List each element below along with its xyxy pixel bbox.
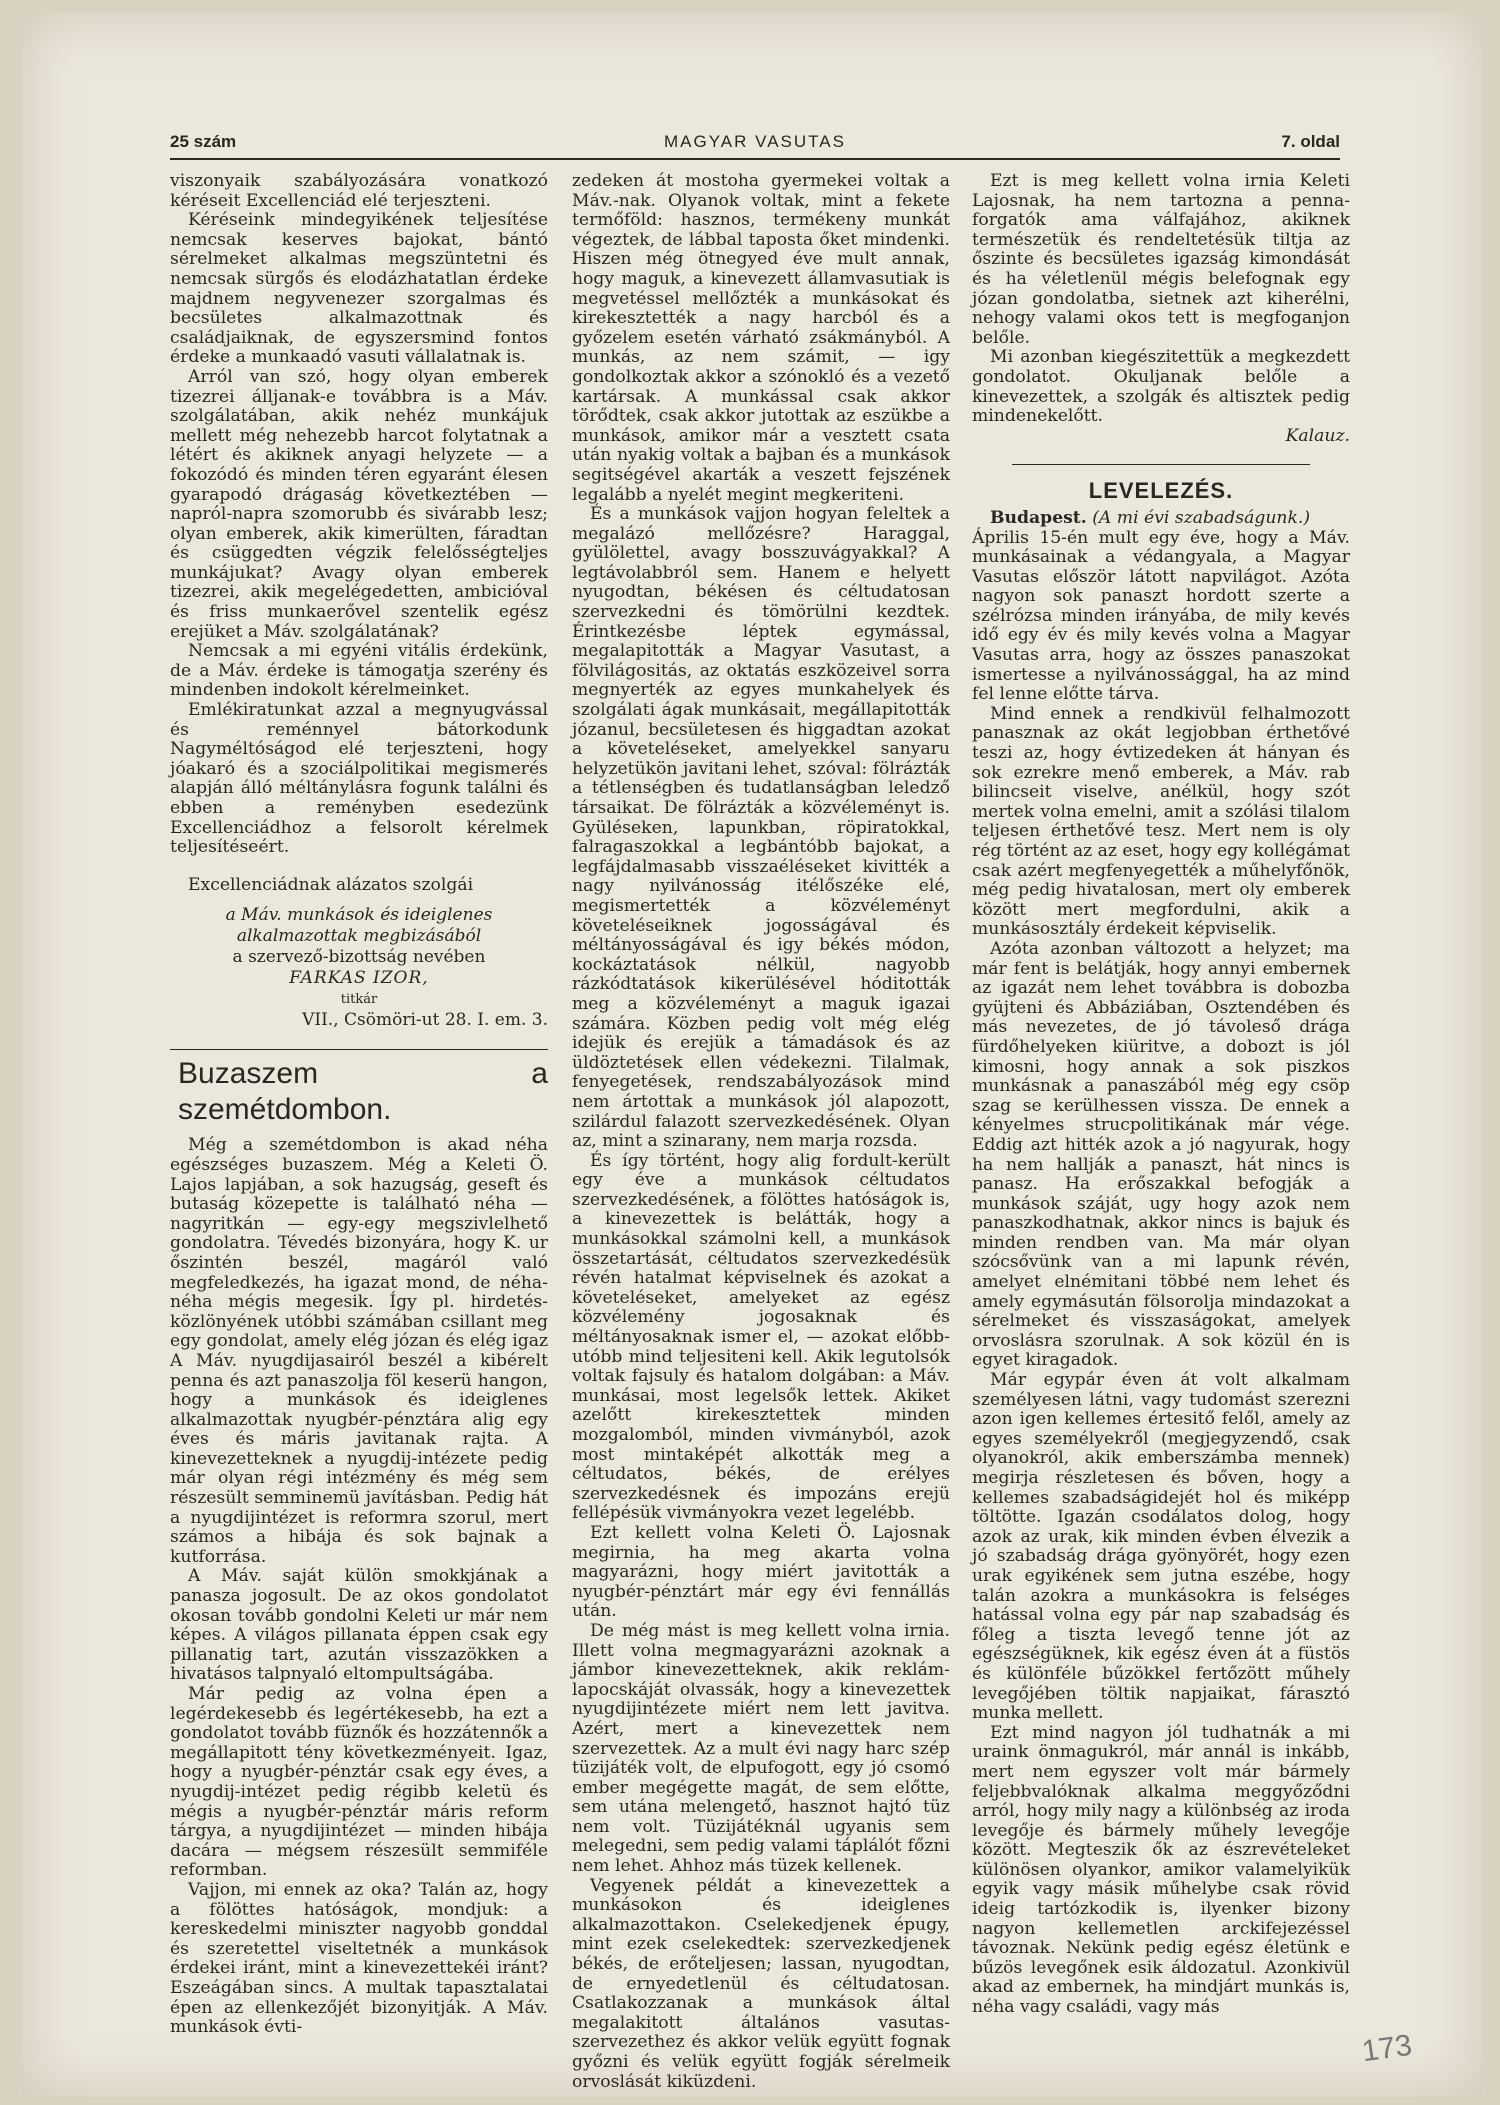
paragraph: Azóta azonban változott a helyzet; ma már fent is belátják, hogy annyi embernek az igazát nem lehet továbbra is dobozba gyüjteni és Abbáziában, Osztendében és más nevezetes, de jó távoleső drága fürdőhelyeken kiüritve, a dobozt is jól kimosni, hogy annak a sok piszkos munkásnak a panaszából még egy csöp szag se kerülhessen vissza. De ennek a kényelmes strucpolitikának már vége. Eddig azt hitték azok a jó nagyurak, hogy ha nem hallják a panaszt, hát nincs is panasz. Ha erőszakkal befogják a munkások száját, ugy hogy azok nem panaszkodhatnak, akkor nincs is bajuk és minden rendben van. Ma már olyan szócsővünk van a mi lapunk révén, amelyet elnémitani többé nem lehet és amely egymásután fölsorolja mindazokat a sérelmeket és visszaságokat, amelyek orvoslásra szorulnak. A sok közül én is egyet kiragadok. xyxy=(972,938,1350,1371)
paragraph: Még a szemétdombon is akad néha egészséges buzaszem. Még a Keleti Ö. Lajos lapjában, a sok hazugság, geseft és butaság közepette is található néha — nagyritkán — egy-egy megszivlelhető gondolatra. Tévedés bizonyára, hogy K. ur őszintén beszél, magáról való megfeledkezés, ha igazat mond, de néha-néha mégis megesik. Így pl. hirdetés-közlönyének utóbbi számában csillant meg egy gondolat, amely elég józan és elég igaz A Máv. nyugdijasairól beszél a kibérelt penna és azt panaszolja föl keserü hangon, hogy a munkások és ideiglenes alkalmazottak nyugbér-pénztára alig egy éves és máris javitanak rajta. A kinevezetteknek a nyugdij-intézete pedig már olyan régi intézmény és még sem részesült semminemü javításban. Pedig hát a nyugdijintézet is reformra szorul, mert számos a hibája és sok bajnak a kutforrása. xyxy=(170,1135,548,1567)
paragraph: Ezt kellett volna Keleti Ö. Lajosnak megirnia, ha meg akarta volna magyarázni, hogy miért javitották a nyugbér-pénztárt már egy évi fennállás után. xyxy=(572,1522,950,1622)
paragraph: Vegyenek példát a kinevezettek a munkásokon és ideiglenes alkalmazottakon. Cselekedjenek épugy, mint ezek cselekedtek: szervezkedjenek békés, de erőteljesen; lassan, nyugodtan, de ernyedetlenül és céltudatosan. Csatlakozzanak a munkások által megalakitott általános vasutas-szervezethez és akkor velük együtt fognak győzni és velük együtt fogják sérelmeik orvoslását kiküzdeni. xyxy=(572,1875,950,2092)
section-title: LEVELEZÉS. xyxy=(1088,478,1234,504)
paragraph: Kéréseink mindegyikének teljesítése nemcsak keserves bajokat, bántó sérelmeket alkalmas megszüntetni és nemcsak sürgős és elodázhatatlan érdeke majdnem negyvenezer szorgalmas és becsületes alkalmazottnak és családjaiknak, de egyszersmind fontos érdeke a munkaadó vasuti vállalatnak is. xyxy=(170,210,548,368)
article-author: Kalauz. xyxy=(1285,425,1350,446)
issue-number: 25 szám xyxy=(170,132,237,151)
paragraph: Már pedig az volna épen a legérdekesebb és legértékesebb, ha ezt a gondolatot tovább füznők és hozzátennők a megállapitott tény következményeit. Igaz, hogy a nyugbér-pénztár csak egy éves, a nyugdij-intézet pedig régibb keletü és mégis a nyugbér-pénztár máris reform tárgya, a nyugdijintézet — minden hibája dacára — mégsem részesült semmiféle reformban. xyxy=(170,1684,548,1881)
article-title: Buzaszem a szemétdombon. xyxy=(170,1049,548,1128)
signature-name: FARKAS IZOR, xyxy=(289,968,429,989)
column-2 xyxy=(572,172,950,2092)
header-rule xyxy=(170,158,1340,160)
newspaper-title: MAGYAR VASUTAS xyxy=(664,132,846,151)
paragraph: Ezt mind nagyon jól tudhatnák a mi uraink önmagukról, már annál is inkább, mert nem egyszer volt már bármely feljebbvalóknak alkalma meggyőződni arról, hogy mily nagy a különbség az iroda levegője és bármely műhely levegője között. Megteszik ők az észrevételeket különösen olyankor, amikor valamelyikük egyik vagy másik műhelybe csak rövid ideig tartózkodik is, ilyenker bizony nagyon kellemetlen arckifejezéssel távoznak. Nekünk pedig egész életünk e bűzös levegőnek esik áldozatul. Azonkivül akad az embernek, ha mindjárt munkás is, néha vagy családi, vagy más xyxy=(972,1722,1350,2018)
paragraph: Nemcsak a mi egyéni vitális érdekünk, de a Máv. érdeke is támogatja szerény és mindenben indokolt kérelmeinket. xyxy=(170,641,548,701)
paragraph: zedeken át mostoha gyermekei voltak a Máv.-nak. Olyanok voltak, mint a fekete termőföld: hasznos, termékeny munkát végeztek, de lábbal taposta őket mindenki. Hiszen még ötnegyed éve mult annak, hogy maguk, a kinevezett államvasutiak is megvetéssel mellőzték a munkásokat és kirekesztették a nagy harcból és a győzelem esetén várható zsákmányból. A munkás, az nem számit, — igy gondolkoztak akkor a szónokló és a vezető kartársak. A munkással csak akkor törődtek, csak akkor jutottak az eszükbe a munkások, amikor már a vesztett csata után nyakig voltak a bajban és a munkások segitségével akarták a veszett fejszének legalább a nyelét megint megkeriteni. xyxy=(572,171,950,505)
paragraph: És a munkások vajjon hogyan feleltek a megalázó mellőzésre? Haraggal, gyülölettel, avagy bosszuvágyakkal? A legtávolabbról sem. Hanem e helyett nyugodtan, békésen és céltudatosan szervezkedni és tömörülni kezdtek. Érintkezésbe léptek egymással, megalapitották a Magyar Vasutast, a fölvilágositás, az oktatás eszközeivel sorra megnyerték az egyes munkahelyek és szolgálati ágak munkásait, megállapitották józanul, becsületesen és higgadtan azokat a követeléseket, amelyekkel sanyaru helyzetükön javitani lehet, szóval: fölrázták a tétlenségben és tudatlanságban leledző társaikat. De fölrázták a közvéleményt is. Gyüléseken, lapunkban, röpiratokkal, falragaszokkal a legbántóbb bajokat, a legfájdalmasabb visszaéléseket kivitték a nagy nyilvánosság itélőszéke elé, megismertették a közvéleményt követeléseiknek jogosságával és méltányosságával és igy békés módon, kockáztatások nélkül, nagyobb rázkódtatások kikerülésével hóditották meg a közvéleményt a maguk igazai számára. Közben pedig volt még elég idejük és erejük a támadások és az üldöztetések ellen védekezni. Tilalmak, fenyegetések, rendszabályozások mind nem ártottak a munkások jól alapozott, szilárdul falazott szervezkedésének. Olyan az, mint a szinarany, nem marja rozsda. xyxy=(572,504,950,1152)
letter-heading xyxy=(972,509,1350,529)
signature-org: a Máv. munkások és ideiglenes alkalmazottak megbizásából xyxy=(225,905,493,947)
paragraph: Már egypár éven át volt alkalmam személyesen látni, vagy tudomást szerezni azon igen kellemes értesitő felől, amely az egyes személyekről (megjegyzendő, csak olyanokról, akik emberszámba mennek) megirja részletesen és bőven, hogy a kellemes szabadságidejét hol és miképp töltötte. Igazán csodálatos dolog, hogy azok az urak, kik minden évben élvezik a jó szabadság drága gyönyörét, hogy ezen urak egyikének sem jutna eszébe, hogy talán azokra a munkásokra is felséges hatással volna egy pár nap szabadság és főleg a tiszta levegő tenne jót az egészségüknek, kik egész éven át a füstös és különféle bűzökkel fertőzött műhely levegőjében töltik napjaikat, fárasztó munka mellett. xyxy=(972,1370,1350,1724)
signature-committee: a szervező-bizottság nevében xyxy=(232,947,486,968)
signature-address: VII., Csömöri-ut 28. I. em. 3. xyxy=(302,1010,548,1031)
letter-place: Budapest. xyxy=(990,507,1087,528)
paragraph: De még mást is meg kellett volna irnia. Illett volna megmagyarázni azoknak a jámbor kinevezetteknek, akik reklám-lapocskáját olvassák, hogy a kinevezettek nyugdijintézete miért nem lett javitva. Azért, mert a kinevezettek nem szervezettek. Az a mult évi nagy harc szép tüzijáték volt, de elpufogott, egy jó csomó ember megégette magát, de sem előtte, sem utána melengető, hasznot hajtó tüz nem volt. Tüzijátéknál ugyanis sem melegedni, sem pedig valami táplálót főzni nem lehet. Ahhoz más tüzek kellenek. xyxy=(572,1620,950,1877)
paragraph: Emlékiratunkat azzal a megnyugvással és reménnyel bátorkodunk Nagyméltóságod elé terjeszteni, hogy jóakaró és a szociálpolitikai megismerés alapján álló méltánylásra fogunk találni és ebben a reményben esedezünk Excellenciádhoz a felsorolt kérelmek teljesítéseért. xyxy=(170,700,548,858)
paragraph: Mi azonban kiegészitettük a megkezdett gondolatot. Okuljanak belőle a kinevezettek, a szolgák és altisztek pedig mindenekelőtt. xyxy=(972,347,1350,427)
paragraph: Arról van szó, hogy olyan emberek tizezrei álljanak-e továbbra is a Máv. szolgálatában, akik nehéz munkájuk mellett még nehezebb harcot folytatnak a létért és akiknek anyagi helyzete — a fokozódó és minden téren egyaránt élesen gyarapodó drágaság következtében — napról-napra szomorubb és sivárabb lesz; olyan emberek, akik kimerülten, fáradtan és csüggedten végzik felelősségteljes munkájukat? Avagy olyan emberek tizezrei, akik megelégedetten, ambicióval és friss munkaerővel szentelik egész erejüket a Máv. szolgálatának? xyxy=(170,366,548,642)
paragraph: És így történt, hogy alig fordult-került egy éve a munkások céltudatos szervezkedésének, a fölöttes hatóságok is, a kinevezettek is belátták, hogy a munkásokkal számolni kell, a munkások összetartását, céltudatos szervezkedésük révén hatalmat képviselnek és azokat a követeléseket, amelyeket az egész közvélemény jogosaknak és méltányosaknak ismer el, — azokat előbb-utóbb mind teljesiteni kell. Akik legutolsók voltak fajsuly és hatalom dolgában: a Máv. munkásai, most legelsők lettek. Akiket azelőtt kirekesztettek minden mozgalomból, minden vivmányból, azok most mintaképét alkották meg a céltudatos, békés, de erélyes szervezkedésnek és impozáns erejü fellépésük vivmányokra vezet legelébb. xyxy=(572,1150,950,1524)
section-divider xyxy=(1012,464,1310,465)
letter-subject: (A mi évi szabadságunk.) xyxy=(1092,507,1311,528)
closing-salutation: Excellenciádnak alázatos szolgái xyxy=(188,874,474,895)
column-1 xyxy=(170,172,548,2038)
paragraph: Mind ennek a rendkivül felhalmozott panasznak az okát legjobban érthetővé teszi az, hogy évtizedeken át hányan és sok ezrekre menő emberek, a Máv. rab bilincseit viselve, anélkül, hogy szót mertek volna emelni, amit a szólási tilalom teljesen érthetővé tesz. Mert nem is oly rég történt az az eset, hogy egy kollégámat csak azért megfenyegették a műhelyfőnök, még pedig hivatalosan, mert oly emberek között mert megfordulni, akik a munkásosztály érdekeit képviselik. xyxy=(972,703,1350,940)
signature-role: titkár xyxy=(340,992,378,1008)
column-3 xyxy=(972,172,1350,2018)
paragraph: Ezt is meg kellett volna irnia Keleti Lajosnak, ha nem tartozna a penna-forgatók ama válfajához, akiknek természetük és rendeltetésük tiltja az őszinte és becsületes igazság kimondását és ha véletlenül mégis belefognak egy józan gondolatba, sietnek azt kiherélni, nehogy valami okos tett is megfoganjon belőle. xyxy=(972,171,1350,348)
paragraph: viszonyaik szabályozására vonatkozó kéréseit Excellenciád elé terjeszteni. xyxy=(170,171,548,211)
handwritten-folio-number: 173 xyxy=(1359,2028,1415,2069)
newspaper-page xyxy=(22,12,1482,2097)
paragraph: A Máv. saját külön smokkjának a panasza jogosult. De az okos gondolatot okosan tovább gondolni Keleti ur már nem képes. A világos pillanata éppen csak egy pillanatig tart, azután visszazökken a hivatásos talpnyaló eltompultságába. xyxy=(170,1566,548,1685)
page-number: 7. oldal xyxy=(1281,132,1340,151)
paragraph: Április 15-én mult egy éve, hogy a Máv. munkásainak a védangyala, a Magyar Vasutas először látott napvilágot. Azóta nagyon sok panaszt hordott szerte a szélrózsa minden irányába, de mily kevés idő egy év és mily kevés volna a Magyar Vasutas arra, hogy az összes panaszokat ismertesse a nyilvánossággal, ha az mind fel lenne előtte tárva. xyxy=(972,527,1350,705)
signature-block xyxy=(170,905,548,1031)
paragraph: Vajjon, mi ennek az oka? Talán az, hogy a fölöttes hatóságok, mondjuk: a kereskedelmi miniszter nagyobb gonddal és szeretettel viseltetnék a munkások érdekei iránt, mint a kinevezettekéi iránt? Eszeágában sincs. A multak tapasztalatai épen az ellenkezőjét bizonyitják. A Máv. munkások évti- xyxy=(170,1879,548,2038)
